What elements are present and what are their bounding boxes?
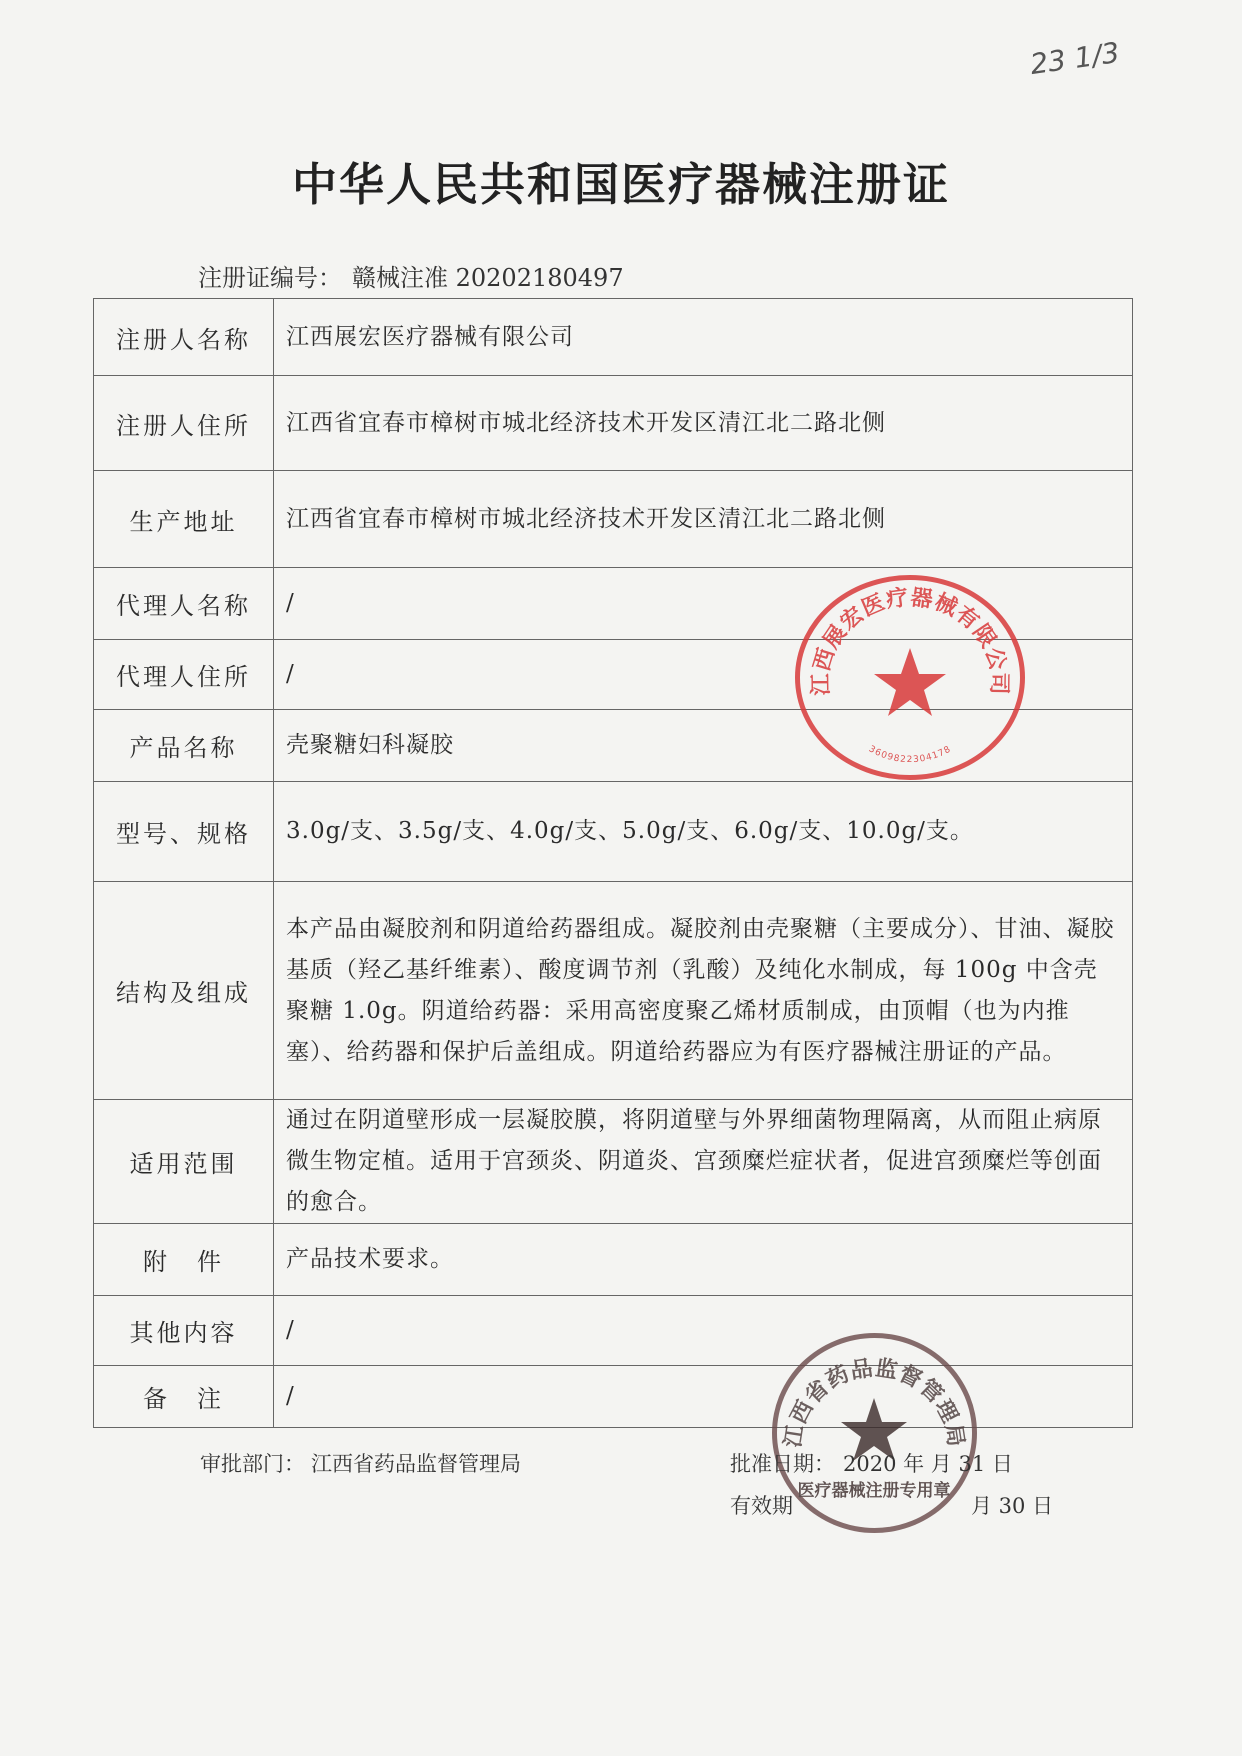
table-row [94, 1100, 1133, 1224]
registration-number-label: 注册证编号： [198, 264, 342, 292]
row-value: 江西省宜春市樟树市城北经济技术开发区清江北二路北侧 [274, 471, 1133, 568]
handwritten-note: 23 1/3 [1028, 35, 1122, 82]
company-seal-text: 江西展宏医疗器械有限公司 [808, 585, 1012, 696]
row-label: 备 注 [94, 1366, 274, 1428]
table-row [94, 1296, 1133, 1366]
table-row [94, 471, 1133, 568]
row-value: 3.0g/支、3.5g/支、4.0g/支、5.0g/支、6.0g/支、10.0g/支。 [274, 782, 1133, 882]
approval-date-value: 2020 年 月 31 日 [843, 1452, 1013, 1476]
row-value: 本产品由凝胶剂和阴道给药器组成。凝胶剂由壳聚糖（主要成分）、甘油、凝胶基质（羟乙基纤维素）、酸度调节剂（乳酸）及纯化水制成，每 100g 中含壳聚糖 1.0g。阴道给药器：采用高密度聚乙烯材质制成，由顶帽（也为内推塞）、给药器和保护后盖组成。阴道给药器应为有医疗器械注册证的产品。 [274, 882, 1133, 1100]
row-value: / [274, 568, 1133, 640]
validity-date-value: 月 30 日 [971, 1494, 1054, 1518]
authority-seal-text: 江西省药品监督管理局 [780, 1355, 969, 1450]
row-label: 产品名称 [94, 710, 274, 782]
row-value: 产品技术要求。 [274, 1224, 1133, 1296]
registration-number [198, 258, 624, 293]
row-value: 壳聚糖妇科凝胶 [274, 710, 1133, 782]
table-row [94, 1224, 1133, 1296]
row-label: 代理人住所 [94, 640, 274, 710]
registration-number-value: 赣械注准 20202180497 [352, 264, 624, 292]
row-value: / [274, 1296, 1133, 1366]
row-label: 附 件 [94, 1224, 274, 1296]
row-label: 注册人名称 [94, 299, 274, 376]
row-value: / [274, 640, 1133, 710]
table-row [94, 882, 1133, 1100]
row-label: 其他内容 [94, 1296, 274, 1366]
certificate-table [93, 298, 1133, 1428]
row-value: / [274, 1366, 1133, 1428]
row-value: 江西展宏医疗器械有限公司 [274, 299, 1133, 376]
row-label: 生产地址 [94, 471, 274, 568]
table-row [94, 376, 1133, 471]
company-seal-code: 3609822304178 [866, 744, 954, 766]
row-label: 注册人住所 [94, 376, 274, 471]
row-value: 江西省宜春市樟树市城北经济技术开发区清江北二路北侧 [274, 376, 1133, 471]
row-label: 结构及组成 [94, 882, 274, 1100]
table-row [94, 299, 1133, 376]
validity-date-label: 有效期 [730, 1494, 793, 1518]
row-label: 代理人名称 [94, 568, 274, 640]
company-seal [795, 575, 1025, 780]
table-row [94, 1366, 1133, 1428]
row-label: 型号、规格 [94, 782, 274, 882]
approval-department [200, 1448, 521, 1478]
row-label: 适用范围 [94, 1100, 274, 1224]
svg-text:3609822304178 [867, 744, 953, 765]
row-value: 通过在阴道壁形成一层凝胶膜，将阴道壁与外界细菌物理隔离，从而阻止病原微生物定植。适用于宫颈炎、阴道炎、宫颈糜烂症状者，促进宫颈糜烂等创面的愈合。 [274, 1100, 1133, 1224]
approval-department-label: 审批部门： [200, 1452, 305, 1476]
star-icon [874, 648, 946, 716]
approval-date [730, 1448, 1021, 1478]
approval-department-value: 江西省药品监督管理局 [311, 1452, 521, 1476]
authority-seal-inner-text: 医疗器械注册专用章 [797, 1481, 951, 1501]
table-row [94, 782, 1133, 882]
document-title: 中华人民共和国医疗器械注册证 [291, 158, 950, 211]
approval-date-label: 批准日期： [730, 1452, 835, 1476]
validity-date [730, 1490, 1061, 1520]
company-seal-graphic [800, 580, 1020, 775]
